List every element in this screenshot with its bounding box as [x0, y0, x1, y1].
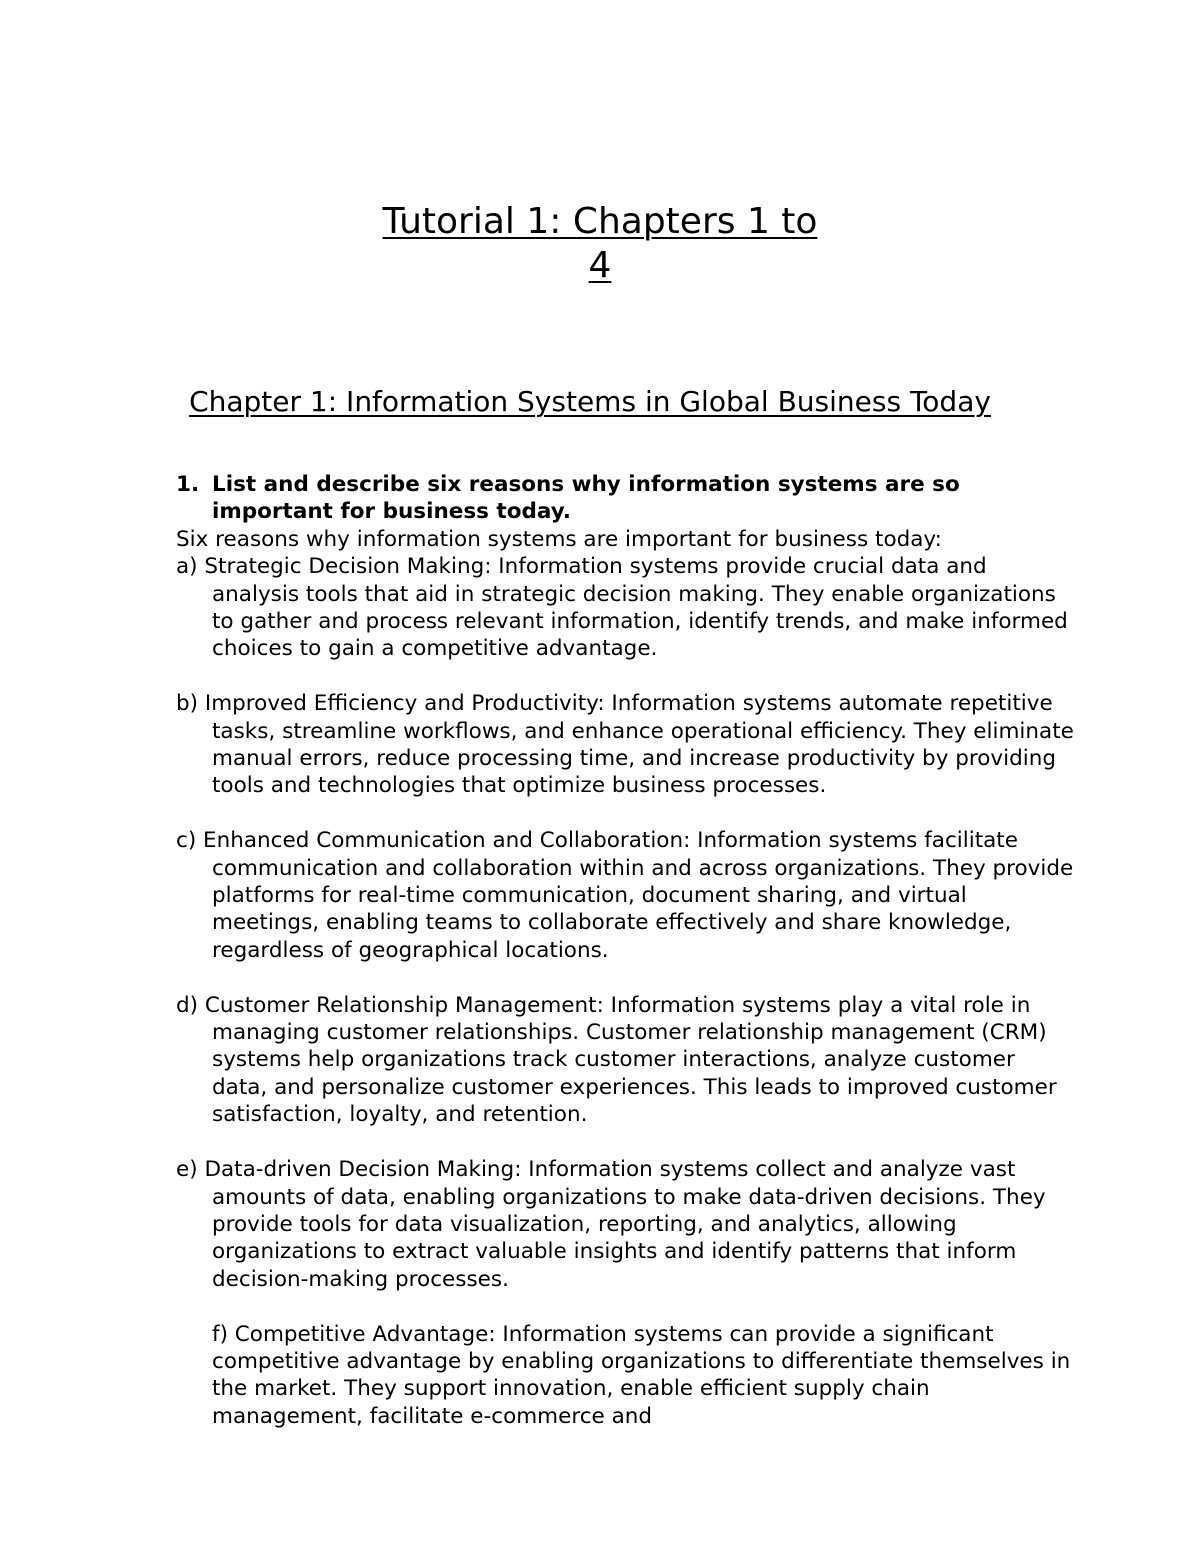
answer-item-e: e) Data-driven Decision Making: Information systems collect and analyze vast amounts of data, enabling organizations to make data-driven decisions. They provide tools for data visualization, reporting, and analytics, allowing organizations to extract valuable insights and identify patterns that inform decision-making processes.: [176, 1157, 1046, 1292]
answer-item-f: f) Competitive Advantage: Information systems can provide a significant competitive advantage by enabling organizations to differentiate themselves in the market. They support innovation, enable efficient supply chain management, facilitate e-commerce and: [212, 1321, 1071, 1429]
answer-item-c: c) Enhanced Communication and Collaboration: Information systems facilitate communication and collaboration within and across organizations. They provide platforms for real-time communication, document sharing, and virtual meetings, enabling teams to collaborate effectively and share knowledge, regardless of geographical locations.: [176, 828, 1074, 963]
question-1: [176, 471, 1076, 526]
question-text: List and describe six reasons why information systems are so important for business today.: [212, 472, 960, 525]
answer-intro: Six reasons why information systems are important for business today:: [176, 526, 942, 552]
chapter-heading-text: Chapter 1: Information Systems in Global Business Today: [189, 385, 991, 418]
title-line-2: 4: [588, 245, 612, 286]
question-number: 1.: [176, 472, 200, 497]
answer-item-b: b) Improved Efficiency and Productivity: Information systems automate repetitive tasks, streamline workflows, and enhance operational efficiency. They eliminate manual errors, reduce processing time, and increase productivity by providing tools and technologies that optimize business processes.: [176, 691, 1074, 799]
answer-item-d: d) Customer Relationship Management: Information systems play a vital role in managing customer relationships. Customer relationship management (CRM) systems help organizations track customer interactions, analyze customer data, and personalize customer experiences. This leads to improved customer satisfaction, loyalty, and retention.: [176, 992, 1057, 1128]
document-title: [0, 200, 1200, 288]
document-body: [176, 471, 1076, 1458]
chapter-heading: [0, 384, 1180, 420]
title-line-1: Tutorial 1: Chapters 1 to: [382, 201, 818, 242]
answer-item-a: a) Strategic Decision Making: Information systems provide crucial data and analysis tools that aid in strategic decision making. They enable organizations to gather and process relevant information, identify trends, and make informed choices to gain a competitive advantage.: [176, 554, 1068, 662]
